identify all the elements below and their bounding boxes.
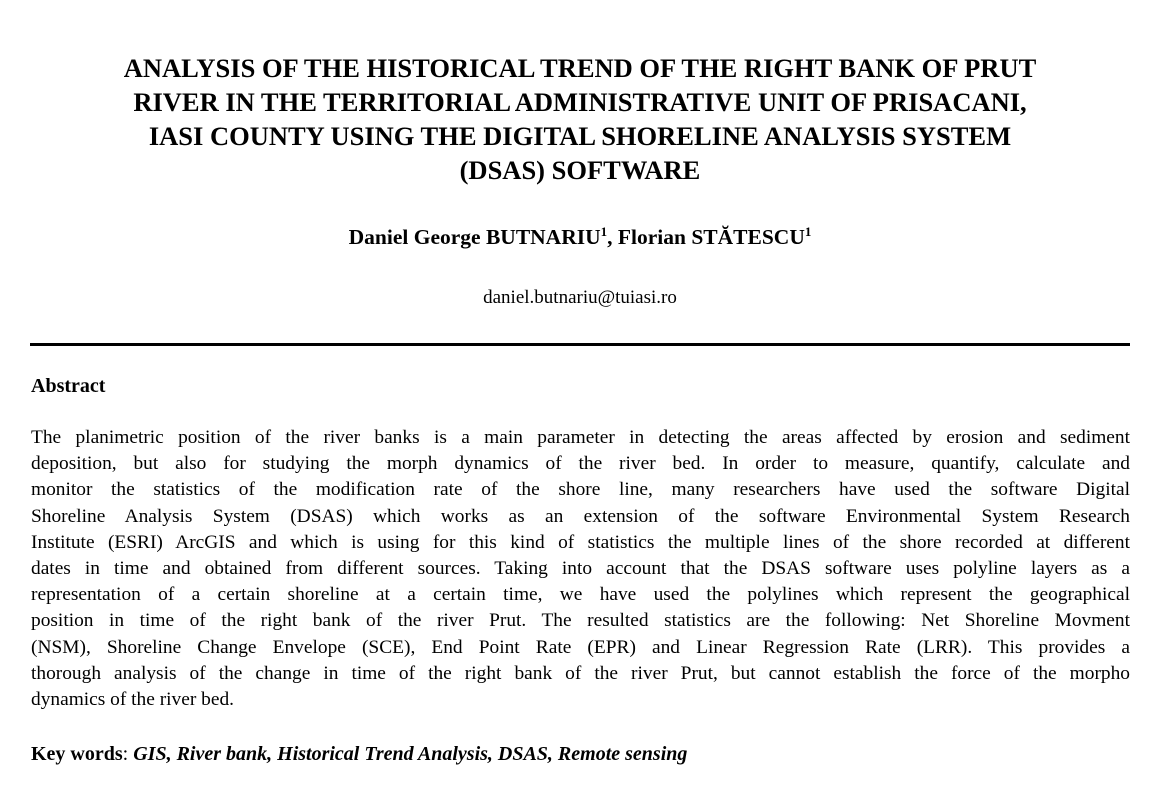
abstract-line: monitor the statistics of the modification rate of the shore line, many researchers have used the software Digital xyxy=(31,479,1130,501)
author-list xyxy=(30,222,1130,252)
abstract-body xyxy=(31,425,1130,713)
abstract-line: deposition, but also for studying the morph dynamics of the river bed. In order to measure, quantify, calculate and xyxy=(31,453,1130,475)
abstract-line: (NSM), Shoreline Change Envelope (SCE), End Point Rate (EPR) and Linear Regression Rate (LRR). This provides a xyxy=(31,636,1130,658)
author-separator: , xyxy=(607,225,618,249)
abstract-line: dates in time and obtained from different sources. Taking into account that the DSAS software uses polyline layers as a xyxy=(31,558,1130,580)
abstract-heading: Abstract xyxy=(31,375,106,397)
title-line: ANALYSIS OF THE HISTORICAL TREND OF THE RIGHT BANK OF PRUT xyxy=(123,53,1037,83)
title-line: IASI COUNTY USING THE DIGITAL SHORELINE ANALYSIS SYSTEM xyxy=(148,121,1012,151)
abstract-line: Institute (ESRI) ArcGIS and which is using for this kind of statistics the multiple lines of the shore recorded at different xyxy=(31,531,1130,553)
title-line: (DSAS) SOFTWARE xyxy=(459,155,701,185)
affiliation-mark: 1 xyxy=(600,224,608,239)
header-divider xyxy=(30,343,1130,346)
abstract-line: dynamics of the river bed. xyxy=(31,689,234,711)
author-name: Florian STĂTESCU xyxy=(617,225,805,249)
author-email: daniel.butnariu@tuiasi.ro xyxy=(483,287,677,308)
abstract-line: representation of a certain shoreline at a certain time, we have used the polylines which represent the geographical xyxy=(31,584,1130,606)
paper-title xyxy=(30,51,1130,187)
abstract-line: The planimetric position of the river banks is a main parameter in detecting the areas affected by erosion and sediment xyxy=(31,427,1130,448)
keywords-separator: : xyxy=(122,743,134,765)
abstract-line: position in time of the right bank of the river Prut. The resulted statistics are the following: Net Shoreline Movment xyxy=(31,610,1130,632)
keywords-list: GIS, River bank, Historical Trend Analysis, DSAS, Remote sensing xyxy=(133,743,688,765)
affiliation-mark: 1 xyxy=(804,224,812,239)
keywords-label: Key words xyxy=(31,743,123,765)
author-name: Daniel George BUTNARIU xyxy=(348,225,601,249)
title-line: RIVER IN THE TERRITORIAL ADMINISTRATIVE UNIT OF PRISACANI, xyxy=(133,87,1027,117)
abstract-line: thorough analysis of the change in time of the right bank of the river Prut, but cannot establish the force of the morpho xyxy=(31,662,1130,684)
abstract-line: Shoreline Analysis System (DSAS) which works as an extension of the software Environmental System Research xyxy=(31,505,1130,527)
keywords xyxy=(31,741,687,767)
